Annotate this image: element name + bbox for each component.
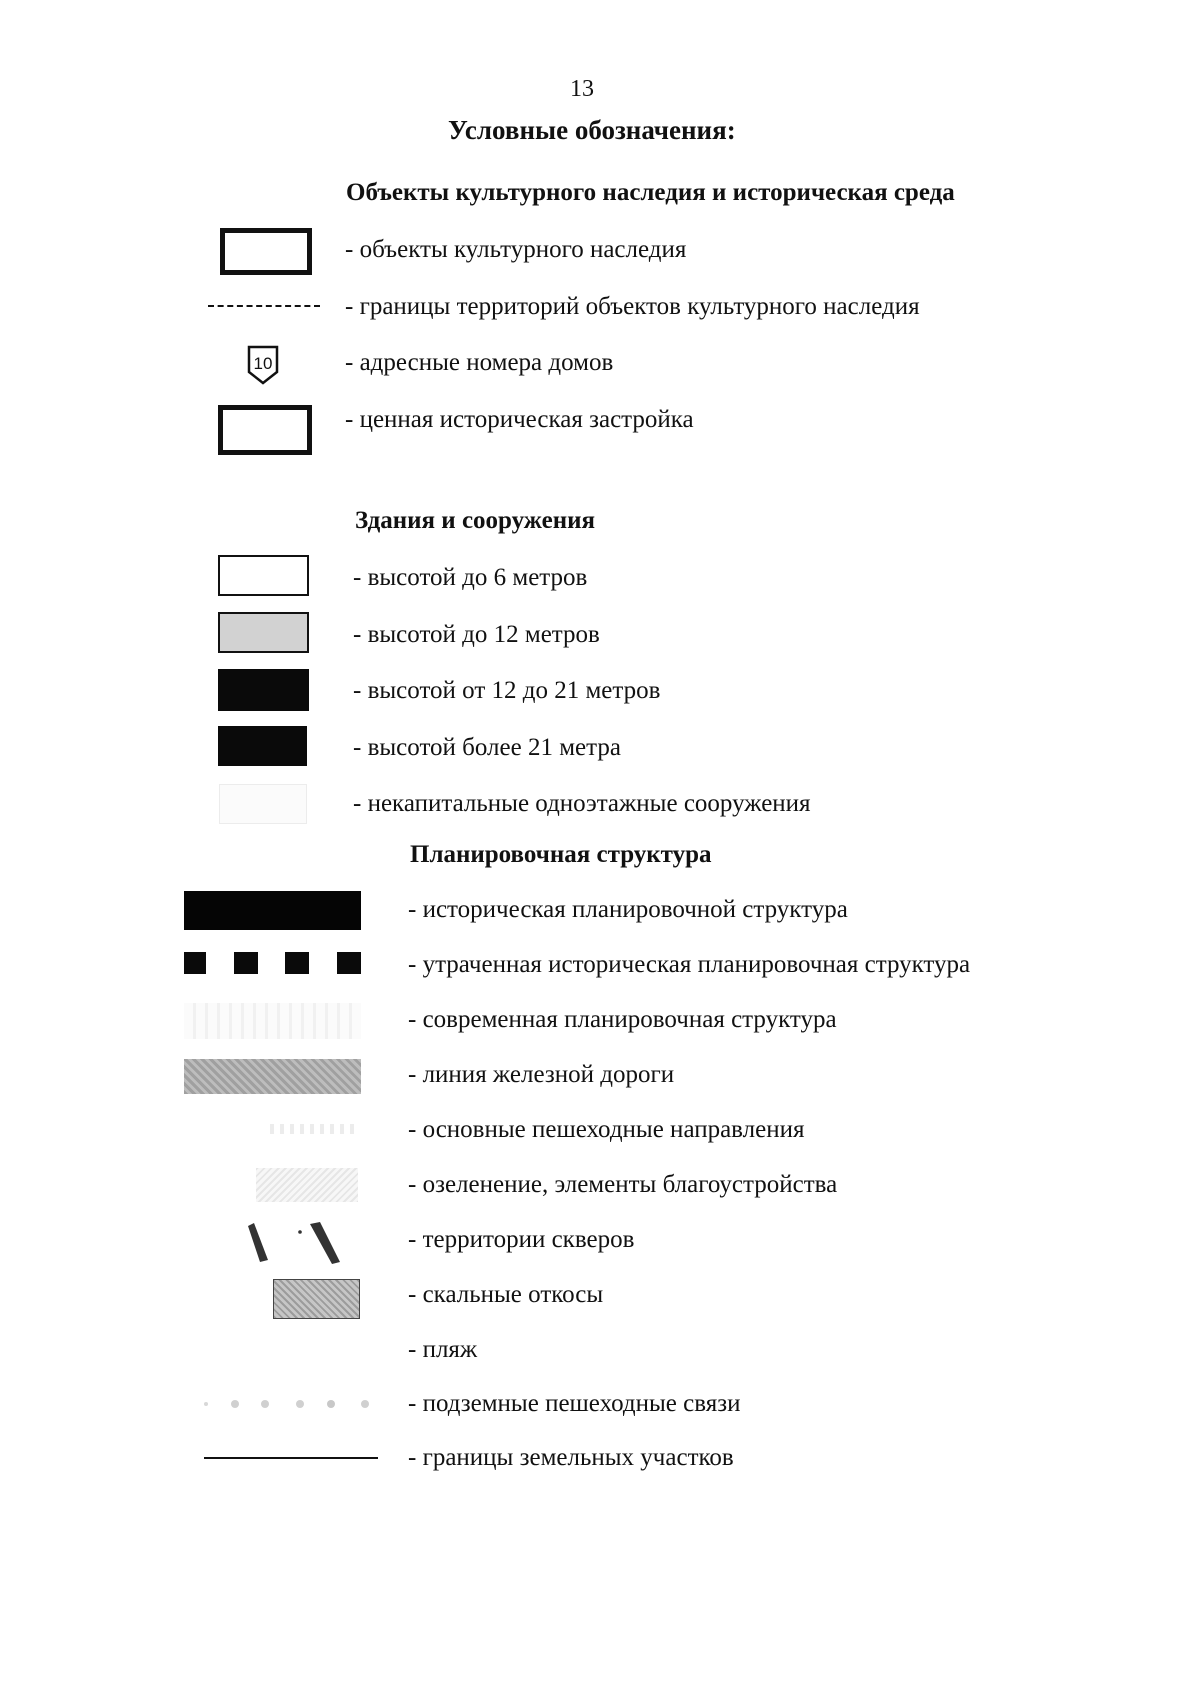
planning-heading: Планировочная структура (410, 841, 712, 868)
railway-line-symbol (184, 1059, 361, 1094)
landscaping-symbol (256, 1168, 358, 1202)
planning-item-label: - границы земельных участков (408, 1444, 734, 1471)
lost-structure-dash (184, 952, 206, 974)
height-6m-symbol (218, 555, 309, 596)
height-over-21m-symbol (218, 726, 307, 766)
dashed-boundary-symbol (208, 305, 320, 307)
planning-item-label: - скальные откосы (408, 1281, 604, 1308)
heritage-heading: Объекты культурного наследия и историческая среда (346, 179, 955, 206)
planning-item-label: - пляж (408, 1336, 478, 1363)
page-number: 13 (570, 76, 594, 102)
height-12m-symbol (218, 612, 309, 653)
building-item-label: - некапитальные одноэтажные сооружения (353, 790, 811, 817)
land-boundary-line-symbol (204, 1457, 378, 1459)
pedestrian-direction-symbol (270, 1124, 354, 1134)
heritage-item-label: - адресные номера домов (345, 349, 614, 376)
planning-item-label: - основные пешеходные направления (408, 1116, 805, 1143)
legend-title: Условные обозначения: (448, 115, 736, 145)
heritage-item-label: - объекты культурного наследия (345, 236, 687, 263)
building-item-label: - высотой до 6 метров (353, 564, 588, 591)
planning-item-label: - утраченная историческая планировочная структура (408, 951, 971, 978)
lost-structure-dash (285, 952, 309, 974)
planning-item-label: - историческая планировочной структура (408, 896, 848, 923)
building-item-label: - высотой до 12 метров (353, 621, 600, 648)
heritage-item-label: - границы территорий объектов культурного наследия (345, 293, 920, 320)
modern-structure-symbol (184, 1003, 361, 1039)
heritage-item-label: - ценная историческая застройка (345, 406, 694, 433)
planning-item-label: - территории скверов (408, 1226, 635, 1253)
building-item-label: - высотой более 21 метра (353, 734, 621, 761)
square-territory-icon (244, 1220, 344, 1266)
building-item-label: - высотой от 12 до 21 метров (353, 677, 661, 704)
valuable-building-symbol (218, 405, 312, 455)
planning-item-label: - подземные пешеходные связи (408, 1390, 741, 1417)
historic-structure-symbol (184, 891, 361, 930)
lost-structure-dash (337, 952, 361, 974)
heritage-object-symbol (220, 228, 312, 275)
planning-item-label: - линия железной дороги (408, 1061, 675, 1088)
planning-item-label: - современная планировочная структура (408, 1006, 837, 1033)
planning-item-label: - озеленение, элементы благоустройства (408, 1171, 838, 1198)
badge-number: 10 (253, 354, 273, 373)
buildings-heading: Здания и сооружения (355, 507, 596, 534)
height-12-21m-symbol (218, 669, 309, 711)
rocky-slope-symbol (273, 1279, 360, 1319)
underground-link-icon (200, 1394, 375, 1414)
temporary-structure-symbol (219, 784, 307, 824)
house-number-badge-icon (246, 344, 280, 386)
lost-structure-dash (234, 952, 258, 974)
